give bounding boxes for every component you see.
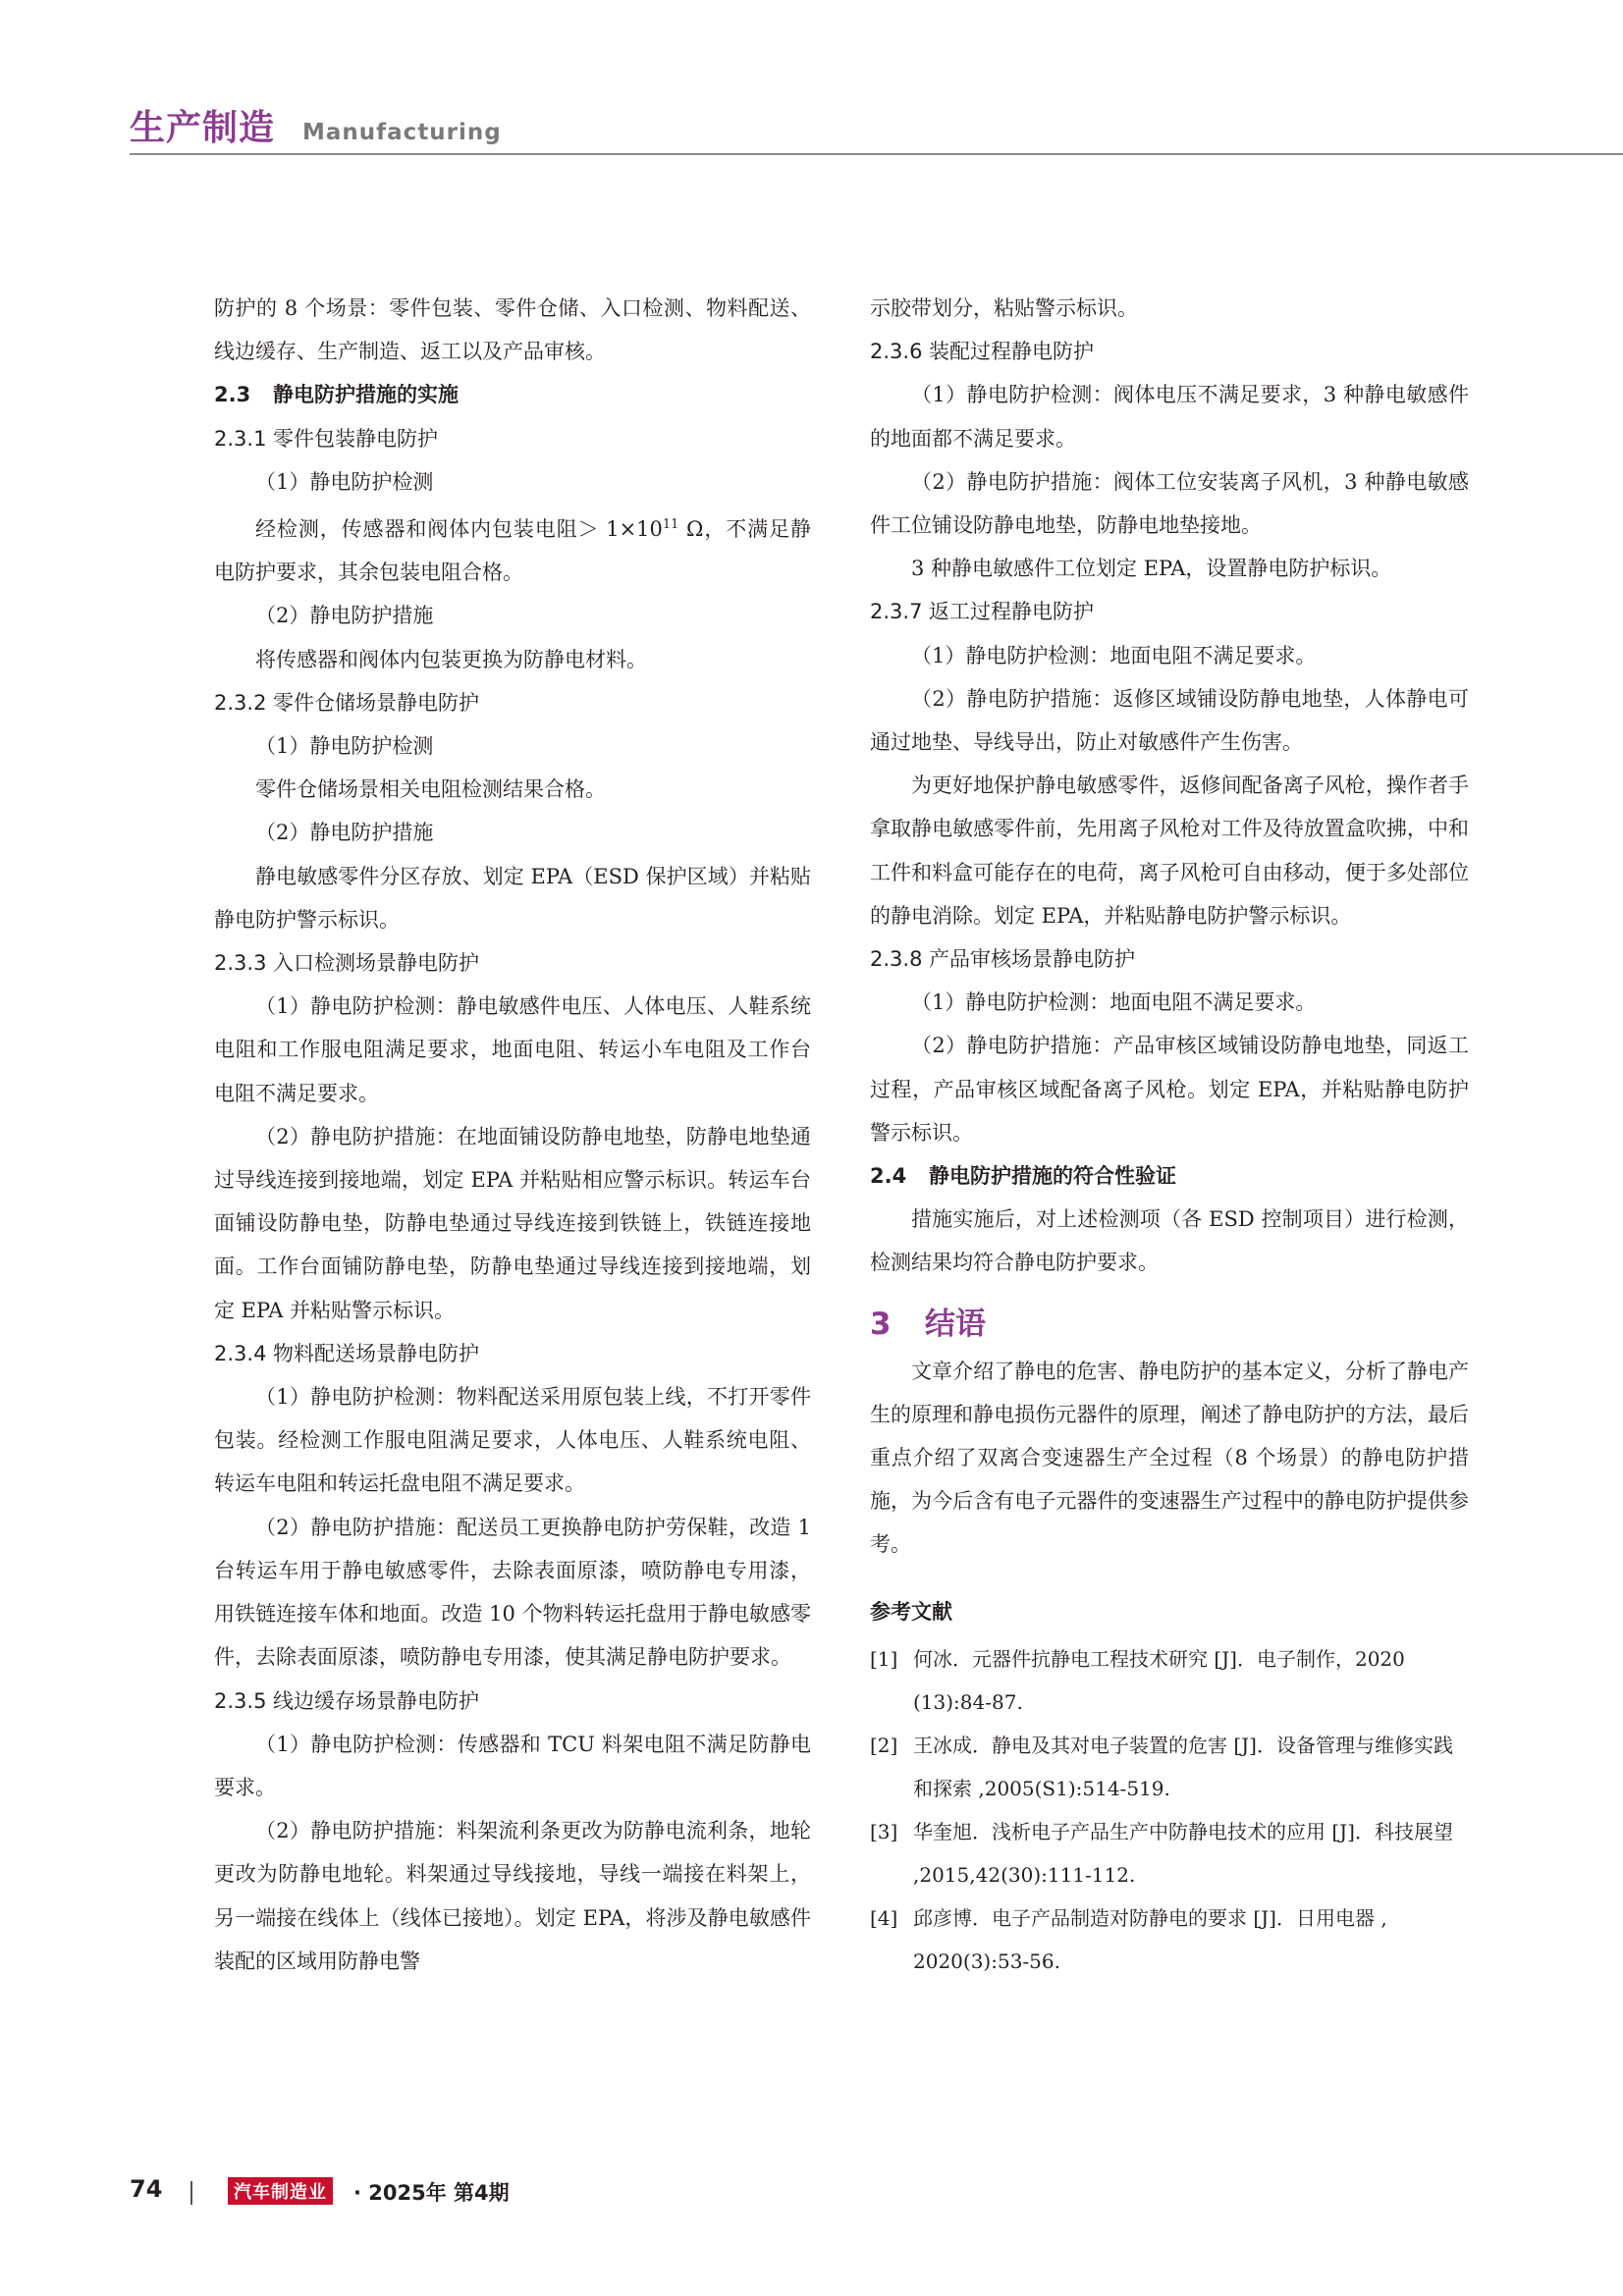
- heading-number: 2.3.5: [214, 1688, 267, 1713]
- heading-text: 物料配送场景静电防护: [273, 1341, 479, 1365]
- reference-number: [2]: [870, 1733, 898, 1757]
- heading-number: 2.3.8: [870, 947, 923, 972]
- paragraph: （1）静电防护检测: [255, 734, 434, 759]
- text-run: Ω，不满足静电防护要求，其余包装电阻合格。: [214, 517, 811, 585]
- heading-2-3-6: [870, 330, 1469, 373]
- reference-text: 华奎旭．浅析电子产品生产中防静电技术的应用 [J]．科技展望 ,2015,42(30):111-112.: [913, 1819, 1453, 1887]
- heading-text: 结语: [925, 1306, 986, 1342]
- reference-item: [870, 1896, 1469, 1983]
- heading-2-3-7: [870, 590, 1469, 633]
- heading-number: 2.3.4: [214, 1341, 267, 1365]
- superscript: 11: [662, 517, 679, 533]
- heading-text: 零件仓储场景静电防护: [273, 690, 479, 715]
- heading-number: 2.3.1: [214, 426, 267, 451]
- heading-text: 静电防护措施的符合性验证: [929, 1164, 1176, 1189]
- paragraph: （2）静电防护措施：返修区域铺设防静电地垫，人体静电可通过地垫、导线导出，防止对敏感件产生伤害。: [870, 686, 1469, 755]
- header-divider: [130, 153, 1623, 155]
- heading-text: 线边缓存场景静电防护: [273, 1688, 479, 1713]
- heading-number: 2.3: [214, 383, 251, 407]
- heading-text: 零件包装静电防护: [273, 426, 438, 451]
- heading-text: 产品审核场景静电防护: [929, 947, 1135, 972]
- paragraph: 3 种静电敏感件工位划定 EPA，设置静电防护标识。: [911, 557, 1392, 581]
- heading-number: 3: [870, 1306, 892, 1342]
- heading-number: 2.3.3: [214, 951, 267, 976]
- heading-2-3: [214, 373, 811, 416]
- paragraph: 静电敏感零件分区存放、划定 EPA（ESD 保护区域）并粘贴静电防护警示标识。: [214, 864, 811, 932]
- paragraph: （1）静电防护检测：地面电阻不满足要求。: [911, 990, 1317, 1015]
- paragraph: （2）静电防护措施：配送员工更换静电防护劳保鞋，改造 1 台转运车用于静电敏感零件，去除表面原漆，喷防静电专用漆，用铁链连接车体和地面。改造 10 个物料转运托盘用于静电敏感零件，去除表面原漆，喷防静电专用漆，使其满足静电防护要求。: [214, 1515, 811, 1670]
- page-header: [130, 98, 1623, 157]
- reference-number: [3]: [870, 1819, 898, 1843]
- text-run: 经检测，传感器和阀体内包装电阻＞ 1×10: [255, 517, 663, 542]
- paragraph: 防护的 8 个场景：零件包装、零件仓储、入口检测、物料配送、线边缓存、生产制造、返工以及产品审核。: [214, 296, 811, 364]
- heading-text: 装配过程静电防护: [929, 340, 1094, 364]
- heading-number: 2.3.2: [214, 690, 267, 715]
- paragraph-conclusion: 文章介绍了静电的危害、静电防护的基本定义，分析了静电产生的原理和静电损伤元器件的原理，阐述了静电防护的方法，最后重点介绍了双离合变速器生产全过程（8 个场景）的静电防护措施，为今后含有电子元器件的变速器生产过程中的静电防护提供参考。: [870, 1359, 1469, 1557]
- heading-2-3-1: [214, 417, 811, 460]
- paragraph: （1）静电防护检测：地面电阻不满足要求。: [911, 643, 1317, 667]
- reference-number: [1]: [870, 1646, 898, 1671]
- paragraph: （2）静电防护措施：在地面铺设防静电地垫，防静电地垫通过导线连接到接地端，划定 EPA 并粘贴相应警示标识。转运车台面铺设防静电垫，防静电垫通过导线连接到铁链上，铁链连接地面。工作台面铺防静电垫，防静电垫通过导线连接到接地端，划定 EPA 并粘贴警示标识。: [214, 1124, 811, 1322]
- heading-2-3-8: [870, 937, 1469, 981]
- paragraph-resistance: [214, 504, 811, 594]
- heading-number: 2.3.6: [870, 340, 923, 364]
- paragraph: 零件仓储场景相关电阻检测结果合格。: [255, 777, 606, 802]
- paragraph: （2）静电防护措施: [255, 604, 434, 628]
- heading-2-3-5: [214, 1680, 811, 1723]
- heading-text: 返工过程静电防护: [929, 600, 1094, 624]
- paragraph: （1）静电防护检测：物料配送采用原包装上线，不打开零件包装。经检测工作服电阻满足要求，人体电压、人鞋系统电阻、转运车电阻和转运托盘电阻不满足要求。: [214, 1385, 811, 1496]
- reference-item: [870, 1637, 1469, 1724]
- paragraph: 为更好地保护静电敏感零件，返修间配备离子风枪，操作者手拿取静电敏感零件前，先用离子风枪对工件及待放置盒吹拂，中和工件和料盒可能存在的电荷，离子风枪可自由移动，便于多处部位的静电消除。划定 EPA，并粘贴静电防护警示标识。: [870, 774, 1469, 928]
- heading-number: 2.3.7: [870, 600, 923, 624]
- paragraph: （2）静电防护措施：料架流利条更改为防静电流利条，地轮更改为防静电地轮。料架通过导线接地，导线一端接在料架上，另一端接在线体上（线体已接地）。划定 EPA，将涉及静电敏感件装配的区域用防静电警: [214, 1819, 811, 1973]
- heading-2-3-3: [214, 941, 811, 985]
- references-list: [870, 1637, 1469, 1983]
- paragraph: （2）静电防护措施：产品审核区域铺设防静电地垫，同返工过程，产品审核区域配备离子风枪。划定 EPA，并粘贴静电防护警示标识。: [870, 1034, 1469, 1145]
- paragraph: （2）静电防护措施: [255, 821, 434, 845]
- paragraph: 将传感器和阀体内包装更换为防静电材料。: [255, 647, 647, 671]
- paragraph: 示胶带划分，粘贴警示标识。: [870, 296, 1138, 320]
- reference-item: [870, 1724, 1469, 1810]
- issue-info: · 2025年 第4期: [353, 2181, 510, 2205]
- paragraph: （1）静电防护检测: [255, 469, 434, 494]
- paragraph: 措施实施后，对上述检测项（各 ESD 控制项目）进行检测，检测结果均符合静电防护要求。: [870, 1207, 1469, 1275]
- references-title: 参考文献: [870, 1599, 952, 1624]
- right-column: [870, 287, 1469, 1983]
- heading-2-3-4: [214, 1332, 811, 1375]
- paragraph: （1）静电防护检测：静电敏感件电压、人体电压、人鞋系统电阻和工作服电阻满足要求，地面电阻、转运小车电阻及工作台电阻不满足要求。: [214, 994, 811, 1105]
- section-subtitle-en: Manufacturing: [302, 120, 502, 145]
- page-number: 74: [130, 2175, 163, 2203]
- heading-number: 2.4: [870, 1164, 907, 1189]
- reference-text: 何冰．元器件抗静电工程技术研究 [J]．电子制作，2020 (13):84-87.: [913, 1646, 1405, 1714]
- paragraph: （2）静电防护措施：阀体工位安装离子风机，3 种静电敏感件工位铺设防静电地垫，防静电地垫接地。: [870, 469, 1469, 538]
- reference-item: [870, 1810, 1469, 1896]
- left-column: [214, 287, 811, 1983]
- heading-3-conclusion: [870, 1303, 1469, 1346]
- paragraph: （1）静电防护检测：传感器和 TCU 料架电阻不满足防静电要求。: [214, 1732, 811, 1799]
- reference-text: 王冰成．静电及其对电子装置的危害 [J]．设备管理与维修实践和探索 ,2005(S1):514-519.: [913, 1733, 1453, 1800]
- paragraph: （1）静电防护检测：阀体电压不满足要求，3 种静电敏感件的地面都不满足要求。: [870, 383, 1469, 451]
- page-footer: [130, 2175, 719, 2215]
- footer-divider: [190, 2181, 192, 2205]
- heading-text: 入口检测场景静电防护: [273, 951, 479, 976]
- reference-number: [4]: [870, 1905, 898, 1930]
- journal-logo: 汽车制造业: [228, 2177, 333, 2205]
- heading-2-3-2: [214, 681, 811, 724]
- section-title: 生产制造: [130, 108, 276, 148]
- heading-2-4: [870, 1154, 1469, 1198]
- reference-text: 邱彦博．电子产品制造对防静电的要求 [J]．日用电器 , 2020(3):53-56.: [913, 1905, 1387, 1973]
- heading-text: 静电防护措施的实施: [273, 383, 459, 407]
